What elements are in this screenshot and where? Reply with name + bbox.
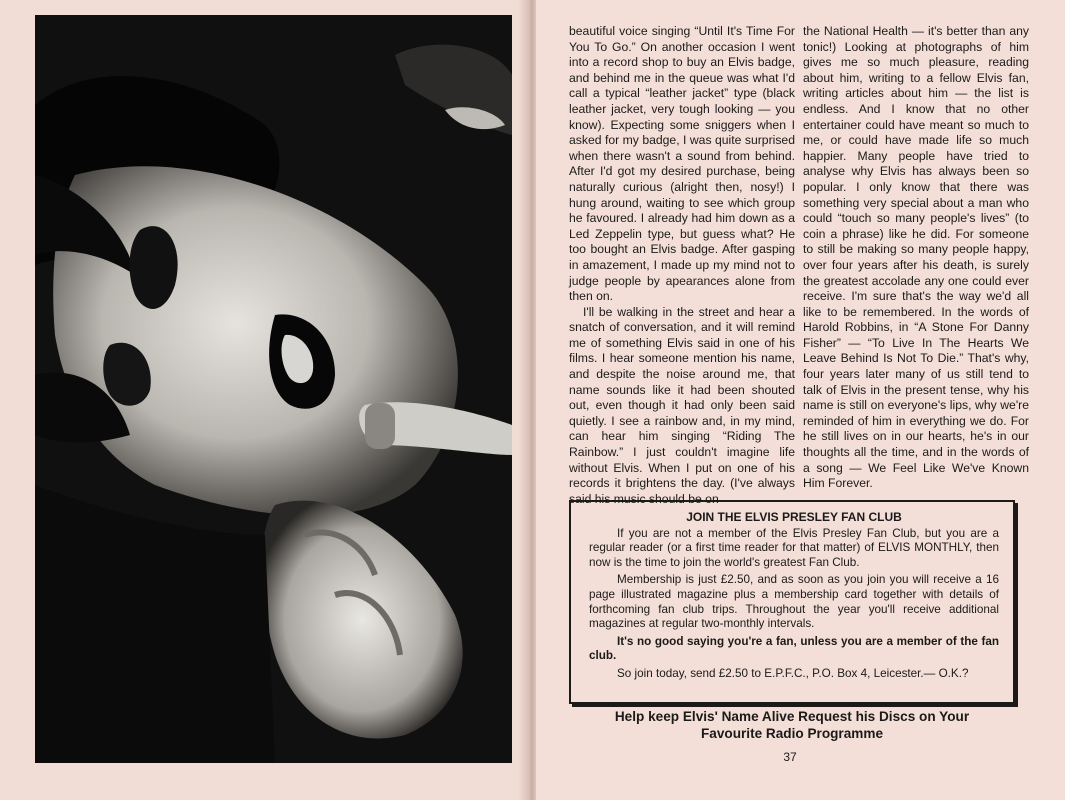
- article-column-2: [803, 24, 1029, 492]
- footer-slogan: [562, 708, 1022, 742]
- advert-paragraph: It's no good saying you're a fan, unless you are a member of the fan club.: [589, 634, 999, 663]
- advert-paragraph: Membership is just £2.50, and as soon as you join you will receive a 16 page illustrated magazine plus a membership card together with details of forthcoming fan club trips. Throughout the year you'll receive additional magazines at regular two-monthly intervals.: [589, 573, 999, 631]
- fan-club-advert: [569, 500, 1015, 704]
- slogan-line: Favourite Radio Programme: [700, 726, 884, 741]
- article-paragraph: I'll be walking in the street and hear a snatch of conversation, and it will remind me of something Elvis said in one of his films. I hear someone mention his name, and despite the noise around me, that name sounds like it had been shouted out, even though it had only been said quietly. I see a rainbow and, in my mind, can hear him singing “Riding The Rainbow.” I just couldn't imagine life without Elvis. When I put on one of his records it brightens the day. (I've always said his music should be on: [569, 304, 795, 506]
- page-number: 37: [783, 750, 797, 764]
- advert-paragraph: So join today, send £2.50 to E.P.F.C., P.O. Box 4, Leicester.— O.K.?: [617, 666, 969, 680]
- photo-illustration: [35, 15, 512, 763]
- advert-title: JOIN THE ELVIS PRESLEY FAN CLUB: [686, 510, 902, 524]
- advert-paragraph: If you are not a member of the Elvis Presley Fan Club, but you are a regular reader (or a first time reader for that matter) of ELVIS MONTHLY, then now is the time to join the world's greatest Fan Club.: [589, 526, 999, 569]
- elvis-photo: [35, 15, 512, 763]
- article-paragraph: beautiful voice singing “Until It's Time For You To Go.” On another occasion I went into a record shop to buy an Elvis badge, and behind me in the queue was what I'd call a typical “leather jacket” type (black leather jacket, very tough looking — you know). Expecting some sniggers when I asked for my badge, I was quite surprised when there wasn't a sound from behind. After I'd got my desired purchase, being naturally curious (alright then, nosy!) I hung around, waiting to see which group he favoured. I already had him down as a Led Zeppelin type, but guess what? He too bought an Elvis badge. After gasping in amazement, I made up my mind not to judge people by apearances alone from then on.: [569, 24, 795, 304]
- article-column-1: [569, 24, 795, 507]
- left-page: [0, 0, 528, 800]
- article-paragraph: the National Health — it's better than any tonic!) Looking at photographs of him gives me so much pleasure, reading about him, writing to a fellow Elvis fan, writing articles about him — the list is endless. And I know that no other entertainer could have meant so much to me, or could have made life so much happier. Many people have tried to analyse why Elvis has always been so popular. I only know that there was something very special about a man who could “touch so many people's lives” (to coin a phrase) like he did. For someone to still be making so many people happy, over four years after his death, is surely the greatest accolade any one could ever receive. I'm sure that's the way we'd all like to be remembered. In the words of Harold Robbins, in “A Stone For Danny Fisher” — “To Live In The Hearts We Leave Behind Is Not To Die.” That's why, four years later many of us still tend to talk of Elvis in the present tense, why his name is still on everyone's lips, why we're reminded of him in everything we do. For he still lives on in our hearts, he's in our thoughts all the time, and in the words of a song — We Feel Like We've Known Him Forever.: [803, 24, 1029, 491]
- slogan-line: Help keep Elvis' Name Alive Request his Discs on Your: [614, 709, 970, 724]
